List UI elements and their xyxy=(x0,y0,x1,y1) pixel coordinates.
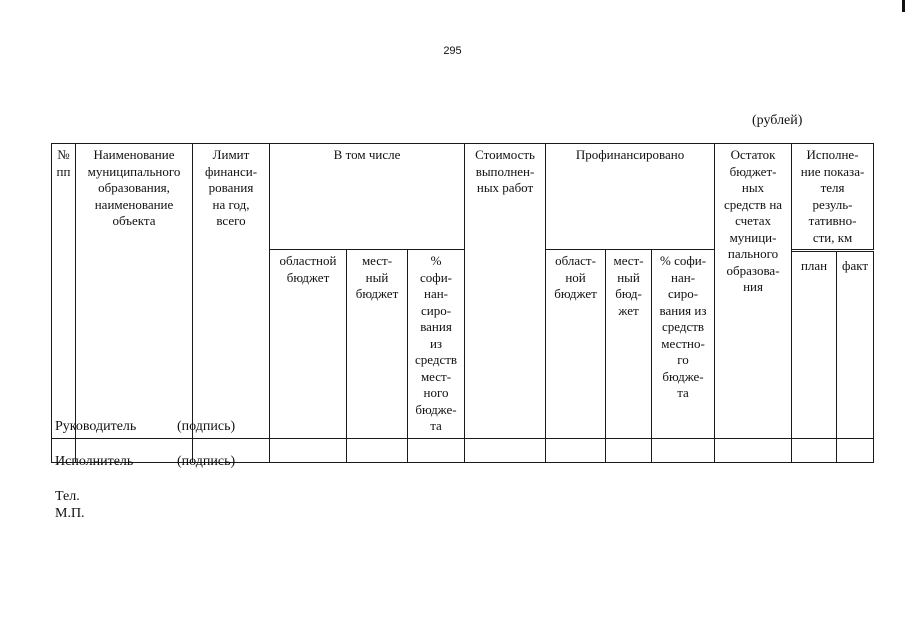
cell-empty xyxy=(546,438,606,462)
col-incl-local-header: мест- ный бюджет xyxy=(347,250,408,439)
report-table xyxy=(51,143,874,463)
cell-empty xyxy=(606,438,652,462)
col-cost-header: Стоимость выполнен- ных работ xyxy=(465,144,546,439)
col-financed-header: Профинансировано xyxy=(546,144,715,250)
col-incl-percent-header: % софи- нан- сиро- вания из средств мест- ного бюдже- та xyxy=(408,250,465,439)
header-row-1 xyxy=(52,144,874,250)
head-role-label: Руководитель xyxy=(55,419,137,434)
col-performance-header: Исполне- ние показа- теля резуль- тативно- сти, км xyxy=(792,144,874,250)
cell-empty xyxy=(715,438,792,462)
col-name-header: Наименование муниципального образования, наименование объекта xyxy=(76,144,193,439)
cell-empty xyxy=(270,438,347,462)
col-limit-header: Лимит финанси- рования на год, всего xyxy=(193,144,270,439)
col-including-header: В том числе xyxy=(270,144,465,250)
head-signature-line xyxy=(55,419,235,435)
col-remainder-header: Остаток бюджет- ных средств на счетах муници- пального образова- ния xyxy=(715,144,792,439)
cell-empty xyxy=(837,438,874,462)
executor-role-label: Исполнитель xyxy=(55,454,134,469)
col-num-header: № пп xyxy=(52,144,76,439)
col-fin-local-header: мест- ный бюд- жет xyxy=(606,250,652,439)
executor-signature-placeholder: (подпись) xyxy=(177,454,236,469)
col-incl-regional-header: областной бюджет xyxy=(270,250,347,439)
phone-label: Тел. xyxy=(55,489,80,504)
cell-empty xyxy=(347,438,408,462)
cell-empty xyxy=(465,438,546,462)
col-fact-cell: факт xyxy=(837,251,874,438)
col-plan-cell: план xyxy=(792,251,837,438)
cell-empty xyxy=(652,438,715,462)
stamp-label: М.П. xyxy=(55,506,85,521)
cell-empty xyxy=(408,438,465,462)
head-signature-placeholder: (подпись) xyxy=(177,419,236,434)
col-fin-regional-header: област- ной бюджет xyxy=(546,250,606,439)
cell-empty xyxy=(792,438,837,462)
units-label: (рублей) xyxy=(752,113,803,128)
executor-signature-line xyxy=(55,454,235,470)
page-number: 295 xyxy=(443,45,462,57)
col-fin-percent-header: % софи- нан- сиро- вания из средств местно- го бюдже- та xyxy=(652,250,715,439)
